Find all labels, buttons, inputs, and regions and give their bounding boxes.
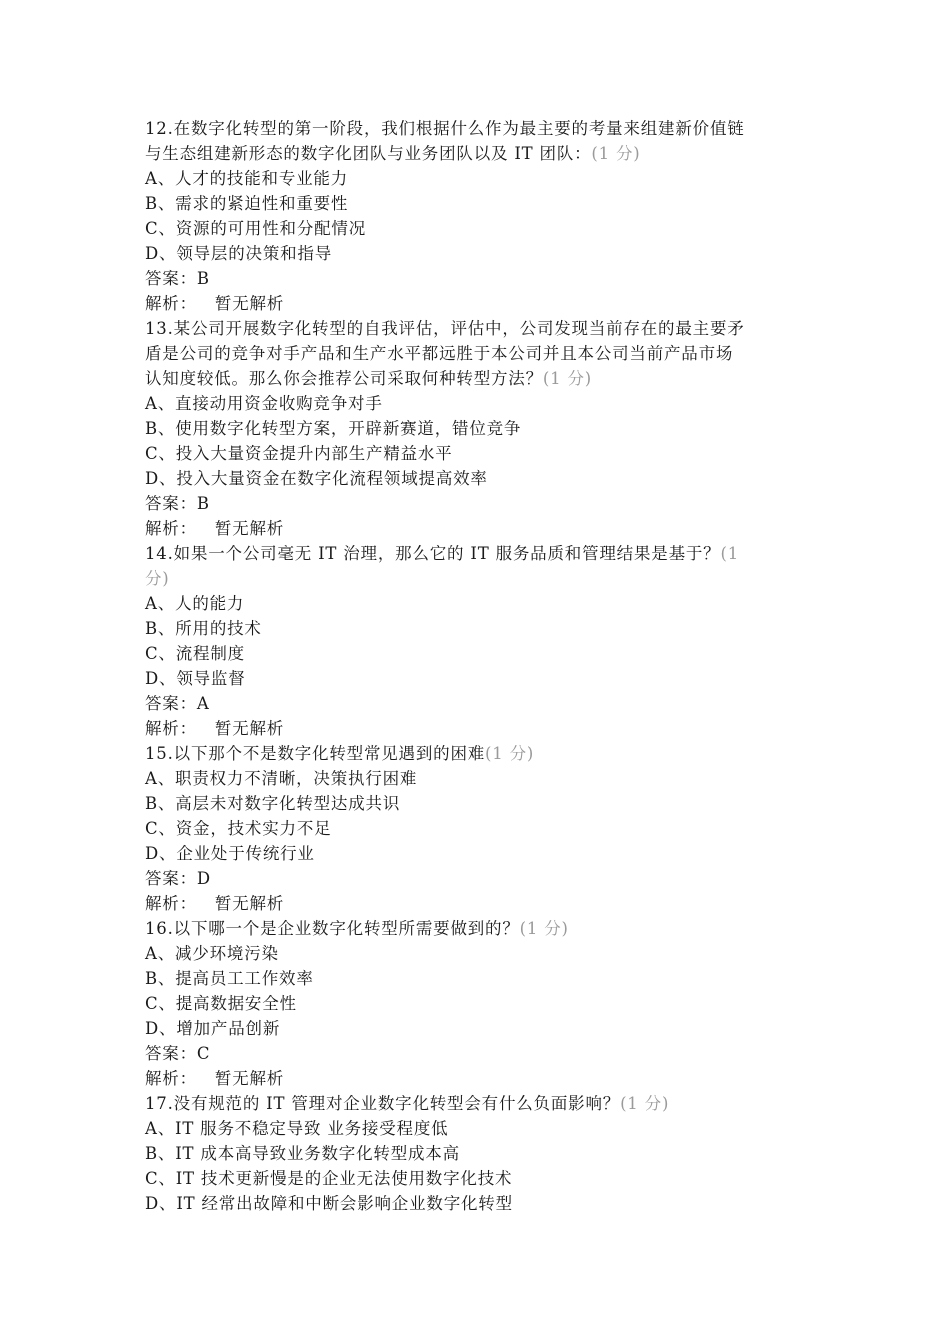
option-a: A、IT 服务不稳定导致 业务接受程度低 [145, 1119, 449, 1138]
question-score: 分) [145, 569, 170, 588]
question-17 [145, 1091, 810, 1216]
option-c: C、资金，技术实力不足 [145, 819, 332, 838]
question-text-line: 15.以下那个不是数字化转型常见遇到的困难(1 分) [145, 744, 535, 763]
answer: 答案：A [145, 694, 210, 713]
analysis: 解析： 暂无解析 [145, 294, 285, 313]
question-15 [145, 741, 810, 916]
question-text-line: 17.没有规范的 IT 管理对企业数字化转型会有什么负面影响？(1 分) [145, 1094, 670, 1113]
answer: 答案：D [145, 869, 211, 888]
question-score: (1 分) [519, 919, 569, 938]
option-a: A、减少环境污染 [145, 944, 279, 963]
question-text-line: 认知度较低。那么你会推荐公司采取何种转型方法？(1 分) [145, 369, 593, 388]
option-d: D、领导层的决策和指导 [145, 244, 333, 263]
analysis: 解析： 暂无解析 [145, 1069, 285, 1088]
option-b: B、IT 成本高导致业务数字化转型成本高 [145, 1144, 460, 1163]
question-list [145, 116, 810, 1216]
option-b: B、提高员工工作效率 [145, 969, 314, 988]
answer: 答案：B [145, 269, 210, 288]
question-text-line: 与生态组建新形态的数字化团队与业务团队以及 IT 团队：(1 分) [145, 144, 641, 163]
question-score: (1 分) [485, 744, 535, 763]
answer: 答案：C [145, 1044, 211, 1063]
analysis: 解析： 暂无解析 [145, 894, 285, 913]
question-score: (1 分) [620, 1094, 670, 1113]
option-b: B、需求的紧迫性和重要性 [145, 194, 349, 213]
question-12 [145, 116, 810, 316]
question-text-line: 13.某公司开展数字化转型的自我评估，评估中，公司发现当前存在的最主要矛 [145, 319, 745, 338]
option-c: C、提高数据安全性 [145, 994, 297, 1013]
option-b: B、高层未对数字化转型达成共识 [145, 794, 401, 813]
option-a: A、直接动用资金收购竞争对手 [145, 394, 383, 413]
answer: 答案：B [145, 494, 210, 513]
analysis: 解析： 暂无解析 [145, 519, 285, 538]
option-d: D、企业处于传统行业 [145, 844, 315, 863]
question-text-line: 盾是公司的竞争对手产品和生产水平都远胜于本公司并且本公司当前产品市场 [145, 344, 734, 363]
option-d: D、IT 经常出故障和中断会影响企业数字化转型 [145, 1194, 513, 1213]
question-score: (1 分) [591, 144, 641, 163]
option-d: D、领导监督 [145, 669, 246, 688]
question-14 [145, 541, 810, 741]
question-text-line [145, 566, 810, 591]
question-score: (1 分) [542, 369, 593, 388]
option-b: B、所用的技术 [145, 619, 262, 638]
question-16 [145, 916, 810, 1091]
option-d: D、增加产品创新 [145, 1019, 281, 1038]
option-a: A、人才的技能和专业能力 [145, 169, 349, 188]
option-c: C、资源的可用性和分配情况 [145, 219, 367, 238]
question-text-line: 12.在数字化转型的第一阶段，我们根据什么作为最主要的考量来组建新价值链 [145, 119, 745, 138]
option-d: D、投入大量资金在数字化流程领域提高效率 [145, 469, 488, 488]
question-score: (1 [720, 544, 740, 563]
option-b: B、使用数字化转型方案，开辟新赛道，错位竞争 [145, 419, 522, 438]
question-text-line: 16.以下哪一个是企业数字化转型所需要做到的？(1 分) [145, 919, 569, 938]
option-c: C、投入大量资金提升内部生产精益水平 [145, 444, 453, 463]
analysis: 解析： 暂无解析 [145, 719, 285, 738]
question-13 [145, 316, 810, 541]
option-c: C、IT 技术更新慢是的企业无法使用数字化技术 [145, 1169, 513, 1188]
option-a: A、人的能力 [145, 594, 245, 613]
question-text-line: 14.如果一个公司毫无 IT 治理，那么它的 IT 服务品质和管理结果是基于？(1 [145, 544, 740, 563]
option-a: A、职责权力不清晰，决策执行困难 [145, 769, 418, 788]
option-c: C、流程制度 [145, 644, 245, 663]
